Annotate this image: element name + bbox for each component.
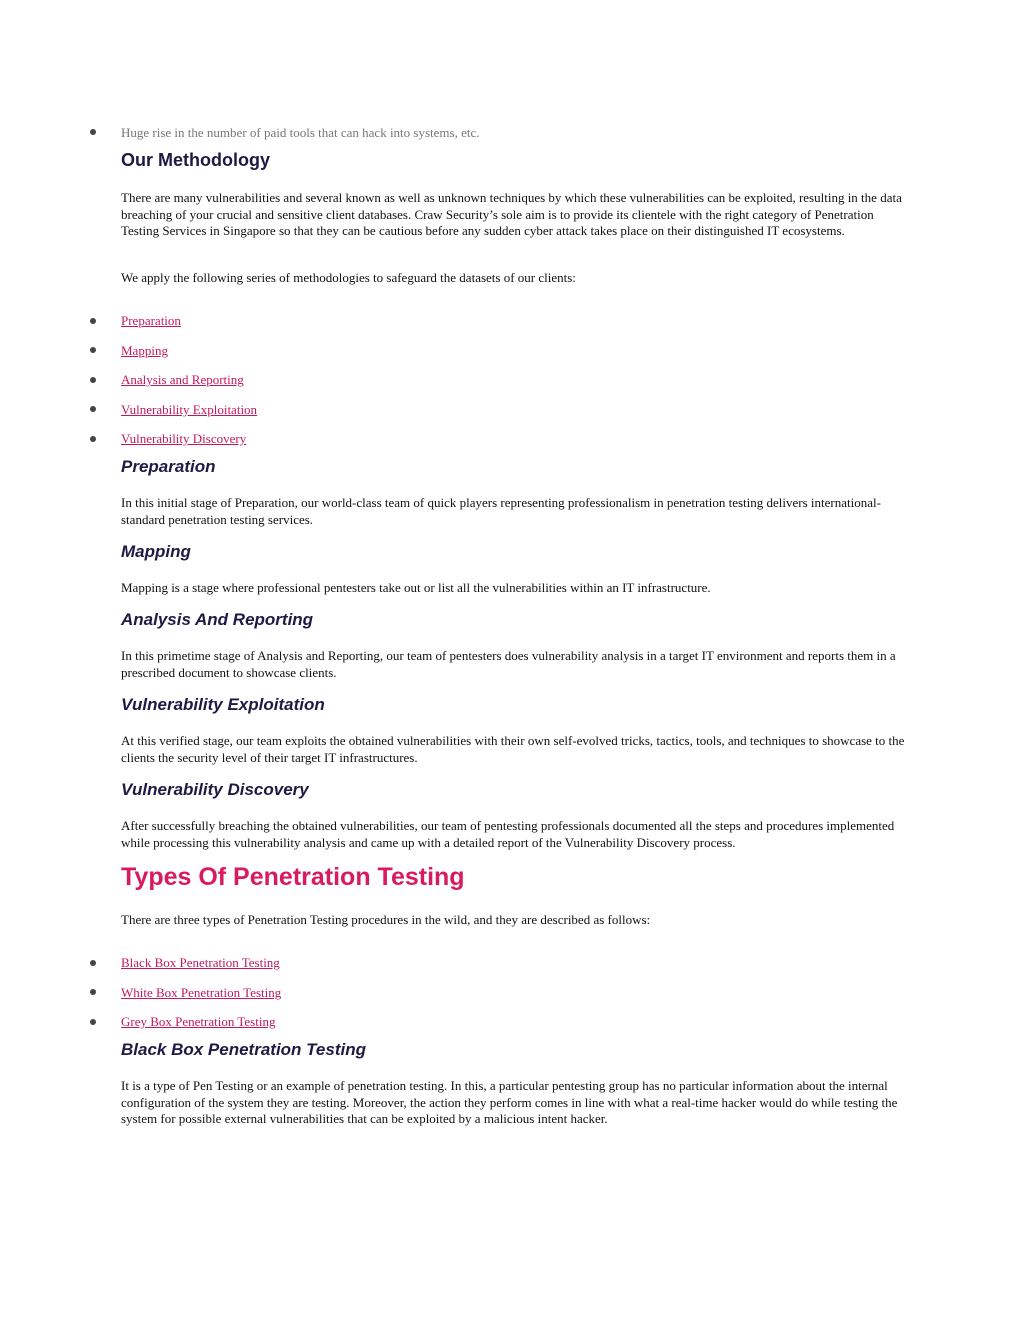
link-grey-box[interactable]: Grey Box Penetration Testing xyxy=(121,1014,276,1029)
section-text-mapping: Mapping is a stage where professional pentesters take out or list all the vulnerabilities within an IT infrastructure. xyxy=(121,580,711,595)
methodology-paragraph: There are many vulnerabilities and several known as well as unknown techniques by which these vulnerabilities can be exploited, resulting in the data breaching of your crucial and sensitive client databases. Craw Security’s sole aim is to provide its clientele with the right category of Penetration Testing Services in Singapore so that they can be cautious before any sudden cyber attack takes place on their distinguished IT ecosystems. xyxy=(121,190,902,238)
link-black-box[interactable]: Black Box Penetration Testing xyxy=(121,955,280,970)
link-vulnerability-discovery[interactable]: Vulnerability Discovery xyxy=(121,431,247,446)
link-vulnerability-exploitation[interactable]: Vulnerability Exploitation xyxy=(121,402,258,417)
link-analysis-and-reporting[interactable]: Analysis and Reporting xyxy=(121,372,244,387)
black-box-heading: Black Box Penetration Testing xyxy=(121,1040,366,1059)
link-mapping[interactable]: Mapping xyxy=(121,343,168,358)
bullet-icon xyxy=(90,377,96,383)
section-text-discovery: After successfully breaching the obtained vulnerabilities, our team of pentesting professionals documented all the steps and procedures implemented while processing this vulnerability analysis and came up with a detailed report of the Vulnerability Discovery process. xyxy=(121,818,895,850)
section-heading-mapping: Mapping xyxy=(121,542,191,561)
types-intro-text: There are three types of Penetration Testing procedures in the wild, and they are described as follows: xyxy=(121,912,651,927)
bullet-icon xyxy=(90,347,96,353)
black-box-text: It is a type of Pen Testing or an example of penetration testing. In this, a particular pentesting group has no particular information about the internal configuration of the system they are testing. Moreover, the action they perform comes in line with what a real-time hacker would do while testing the system for possible external vulnerabilities that can be exploited by a malicious intent hacker. xyxy=(121,1078,898,1126)
section-heading-exploitation: Vulnerability Exploitation xyxy=(121,695,325,714)
section-heading-preparation: Preparation xyxy=(121,457,216,476)
bullet-icon xyxy=(90,989,96,995)
section-text-exploitation: At this verified stage, our team exploits the obtained vulnerabilities with their own self-evolved tricks, tactics, tools, and techniques to showcase to the clients the security level of their target IT infrastructures. xyxy=(121,733,905,765)
methodology-intro-text: We apply the following series of methodologies to safeguard the datasets of our clients: xyxy=(121,270,576,285)
bullet-icon xyxy=(90,436,96,442)
bullet-icon xyxy=(90,1019,96,1025)
section-heading-analysis: Analysis And Reporting xyxy=(121,610,314,629)
types-heading: Types Of Penetration Testing xyxy=(121,863,465,891)
section-heading-discovery: Vulnerability Discovery xyxy=(121,780,309,799)
section-text-analysis: In this primetime stage of Analysis and Reporting, our team of pentesters does vulnerability analysis in a target IT environment and reports them in a prescribed document to showcase clients. xyxy=(121,648,896,680)
bullet-icon xyxy=(90,318,96,324)
bullet-icon xyxy=(90,129,96,135)
link-preparation[interactable]: Preparation xyxy=(121,313,181,328)
section-text-preparation: In this initial stage of Preparation, our world-class team of quick players representing professionalism in penetration testing delivers international-standard penetration testing services. xyxy=(121,495,881,527)
bullet-icon xyxy=(90,406,96,412)
bullet-icon xyxy=(90,960,96,966)
intro-bullet-text: Huge rise in the number of paid tools that can hack into systems, etc. xyxy=(121,125,480,140)
methodology-heading: Our Methodology xyxy=(121,150,270,170)
link-white-box[interactable]: White Box Penetration Testing xyxy=(121,985,282,1000)
